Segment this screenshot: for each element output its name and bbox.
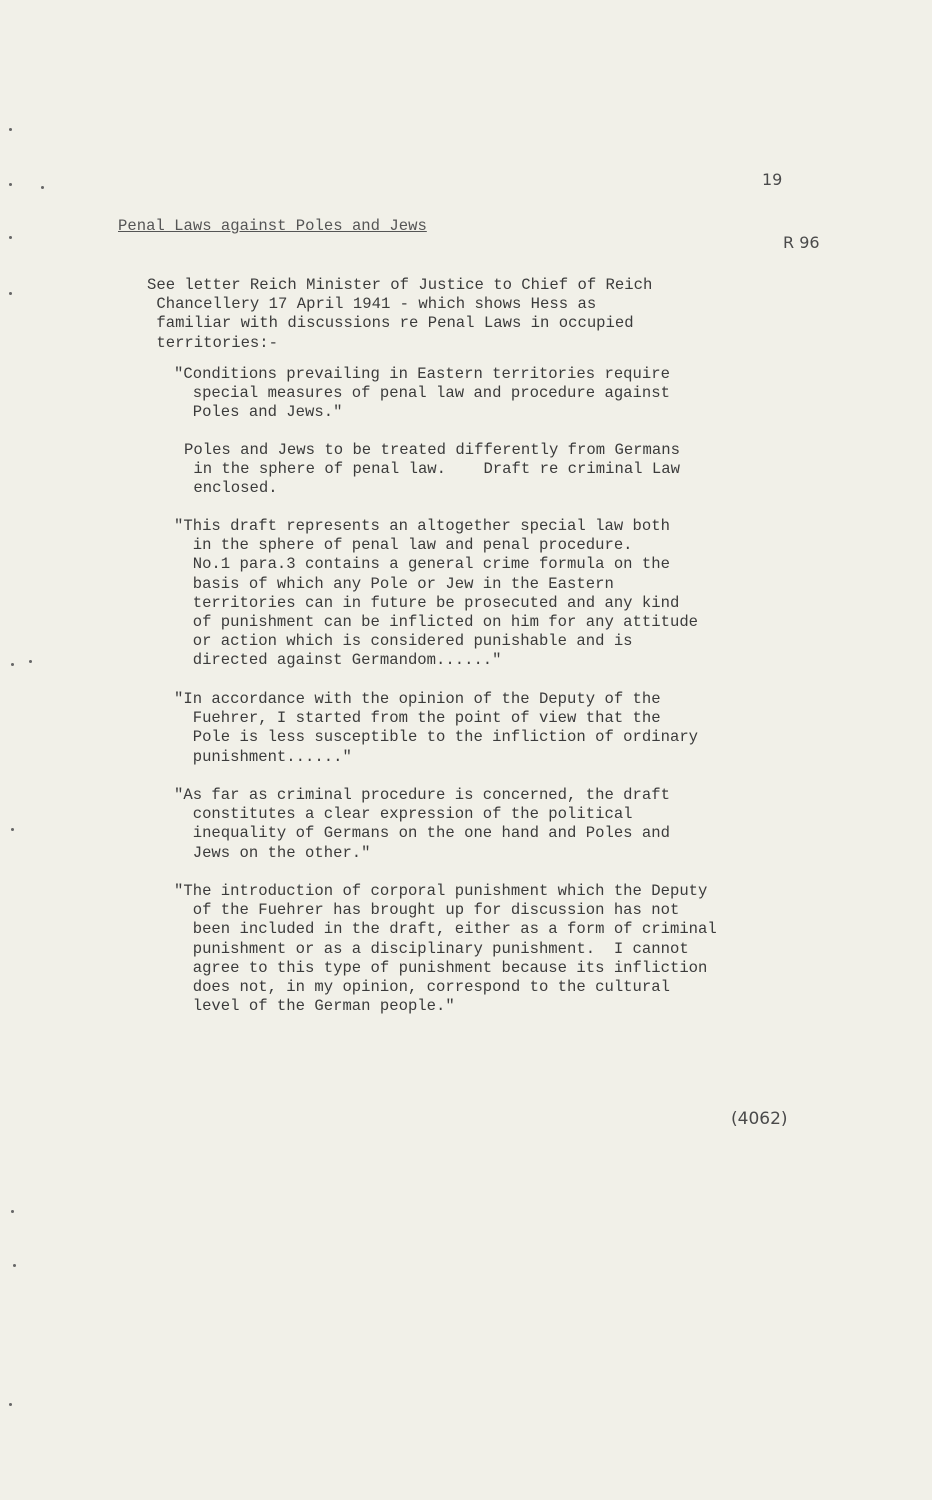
quote-paragraph-4: "As far as criminal procedure is concerned, the draft constitutes a clear expression of the political inequality of Germans on the one hand and Poles and Jews on the other." xyxy=(174,786,670,862)
quote-paragraph-3: "In accordance with the opinion of the Deputy of the Fuehrer, I started from the point of view that the Pole is less susceptible to the infliction of ordinary punishment......" xyxy=(174,690,699,766)
note-paragraph: Poles and Jews to be treated differently from Germans in the sphere of penal law. Draft re criminal Law enclosed. xyxy=(184,441,680,498)
scan-speck xyxy=(13,1264,16,1267)
page-number: 19 xyxy=(762,170,783,189)
scan-speck xyxy=(9,128,12,131)
quote-paragraph-2: "This draft represents an altogether special law both in the sphere of penal law and penal procedure. No.1 para.3 contains a general crime formula on the basis of which any Pole or Jew in the Eastern territories can in future be prosecuted and any kind of punishment can be inflicted on him for any attitude or action which is considered punishable and is directed against Germandom......" xyxy=(174,517,699,670)
scan-speck xyxy=(11,1210,14,1213)
scan-speck xyxy=(9,183,12,186)
quote-paragraph-1: "Conditions prevailing in Eastern territories require special measures of penal law and procedure against Poles and Jews." xyxy=(174,365,670,422)
intro-paragraph: See letter Reich Minister of Justice to Chief of Reich Chancellery 17 April 1941 - which shows Hess as familiar with discussions re Penal Laws in occupied territories:- xyxy=(147,276,653,352)
exhibit-number: (4062) xyxy=(731,1109,788,1129)
page-title: Penal Laws against Poles and Jews xyxy=(118,217,427,235)
scan-speck xyxy=(9,292,12,295)
scan-speck xyxy=(9,236,12,239)
document-reference: R 96 xyxy=(783,233,820,252)
scan-speck xyxy=(29,660,32,663)
scan-speck xyxy=(41,186,44,189)
quote-paragraph-5: "The introduction of corporal punishment which the Deputy of the Fuehrer has brought up for discussion has not been included in the draft, either as a form of criminal punishment or as a disciplinary punishment. I cannot agree to this type of punishment because its infliction does not, in my opinion, correspond to the cultural level of the German people." xyxy=(174,882,717,1016)
scan-speck xyxy=(11,663,14,666)
scan-speck xyxy=(11,828,14,831)
scan-speck xyxy=(9,1403,12,1406)
